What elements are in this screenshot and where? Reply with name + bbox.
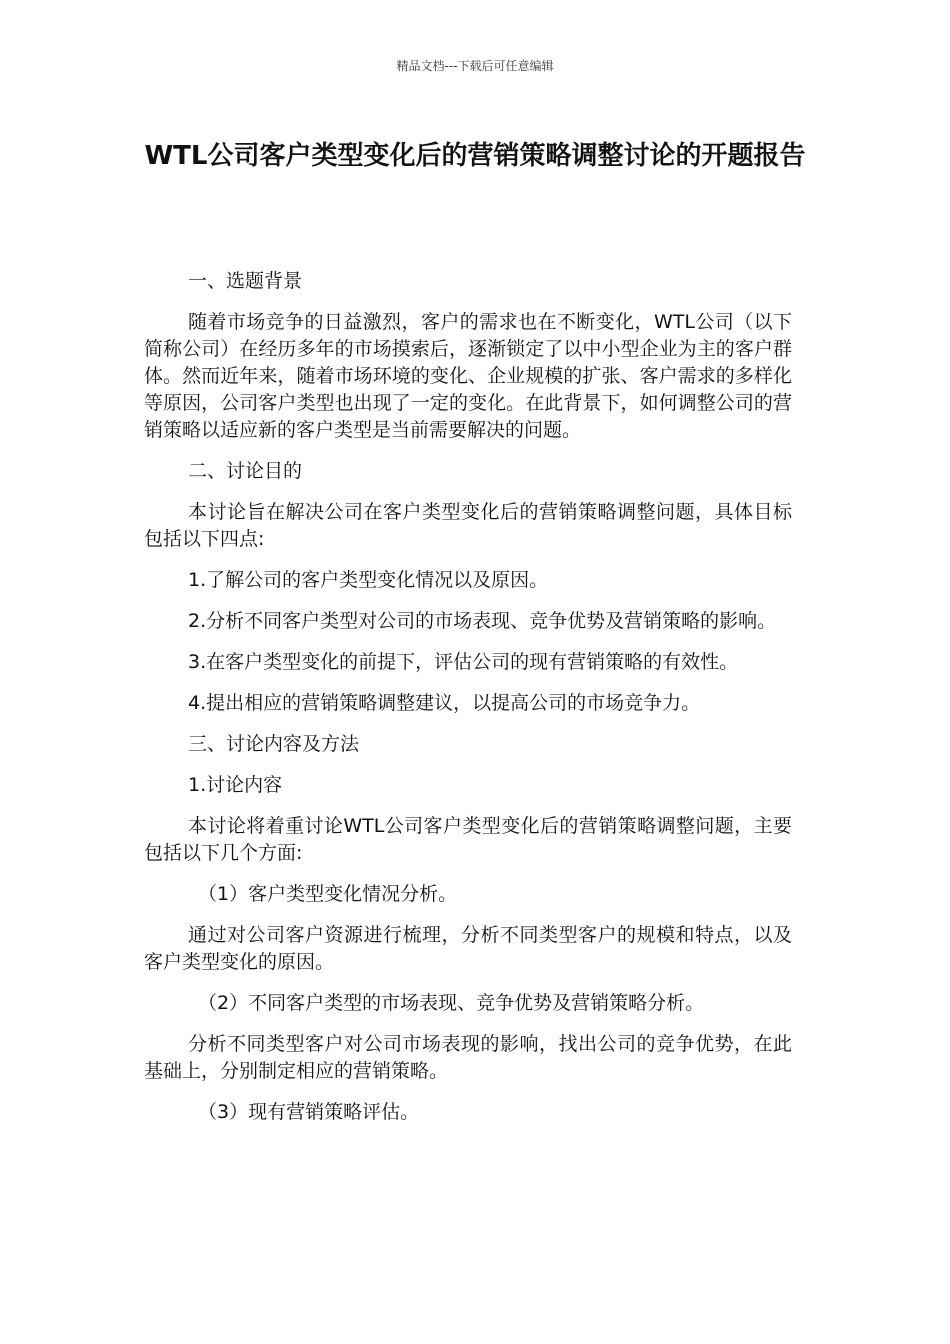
list-item-aspect-2: （2）不同客户类型的市场表现、竞争优势及营销策略分析。: [198, 992, 705, 1014]
list-item-aspect-3: （3）现有营销策略评估。: [198, 1101, 420, 1123]
document-title: WTL公司客户类型变化后的营销策略调整讨论的开题报告: [144, 141, 806, 171]
paragraph-aspect-2-detail: 分析不同类型客户对公司市场表现的影响，找出公司的竞争优势，在此基础上，分别制定相应的营销策略。: [144, 1033, 792, 1082]
page-header-note: 精品文档---下载后可任意编辑: [396, 59, 554, 73]
paragraph-purpose-intro: 本讨论旨在解决公司在客户类型变化后的营销策略调整问题，具体目标包括以下四点:: [144, 501, 792, 550]
section-heading-content-method: 三、讨论内容及方法: [188, 733, 360, 755]
paragraph-aspect-1-detail: 通过对公司客户资源进行梳理，分析不同类型客户的规模和特点，以及客户类型变化的原因。: [144, 924, 792, 973]
list-item-goal-1: 1.了解公司的客户类型变化情况以及原因。: [188, 569, 549, 591]
paragraph-content-intro: 本讨论将着重讨论WTL公司客户类型变化后的营销策略调整问题，主要包括以下几个方面:: [144, 815, 792, 864]
subsection-heading-content: 1.讨论内容: [188, 774, 283, 796]
section-heading-purpose: 二、讨论目的: [188, 460, 303, 482]
list-item-goal-4: 4.提出相应的营销策略调整建议，以提高公司的市场竞争力。: [188, 692, 701, 714]
section-heading-background: 一、选题背景: [188, 270, 303, 292]
list-item-goal-3: 3.在客户类型变化的前提下，评估公司的现有营销策略的有效性。: [188, 651, 739, 673]
document-body: [144, 268, 792, 1140]
list-item-aspect-1: （1）客户类型变化情况分析。: [198, 883, 458, 905]
paragraph-background: 随着市场竞争的日益激烈，客户的需求也在不断变化，WTL公司（以下简称公司）在经历多年的市场摸索后，逐渐锁定了以中小型企业为主的客户群体。然而近年来，随着市场环境的变化、企业规模的扩张、客户需求的多样化等原因，公司客户类型也出现了一定的变化。在此背景下，如何调整公司的营销策略以适应新的客户类型是当前需要解决的问题。: [144, 311, 792, 441]
list-item-goal-2: 2.分析不同客户类型对公司的市场表现、竞争优势及营销策略的影响。: [188, 610, 777, 632]
